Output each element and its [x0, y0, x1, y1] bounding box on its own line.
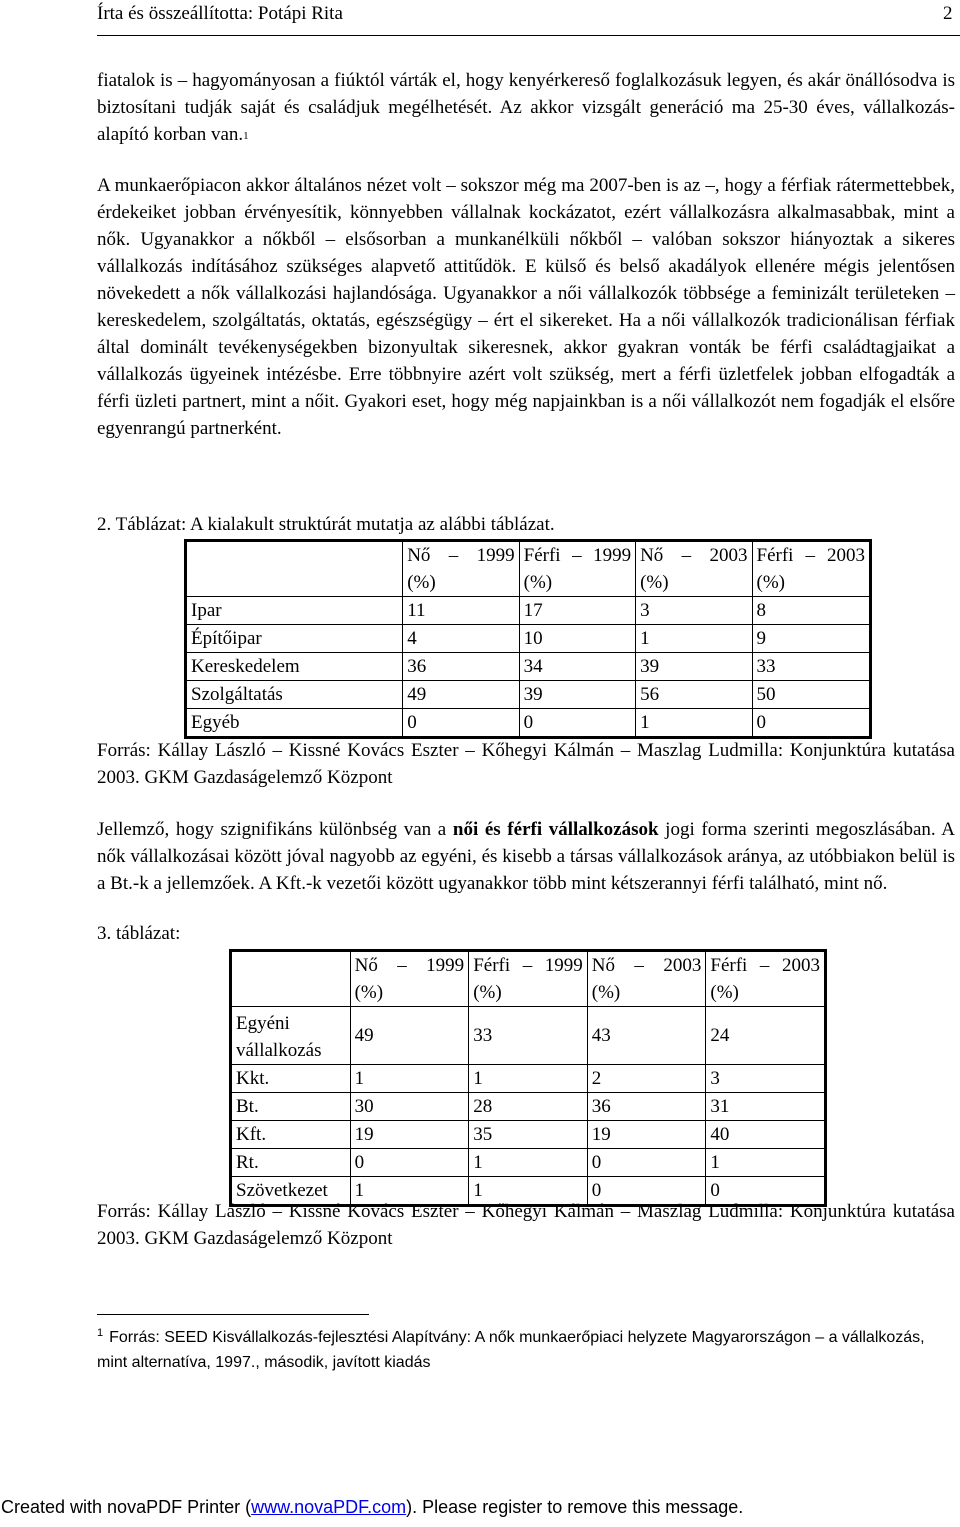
paragraph-3 [97, 816, 955, 897]
table-3 [229, 949, 827, 1207]
novapdf-link[interactable]: www.novaPDF.com [251, 1497, 407, 1517]
table-cell: 34 [519, 653, 635, 681]
table-header-cell: Nő – 1999 (%) [350, 951, 469, 1007]
footnote-reference[interactable]: 1 [243, 130, 249, 142]
paragraph-1 [97, 67, 955, 151]
table-cell: 33 [752, 653, 870, 681]
table-cell: Kereskedelem [186, 653, 403, 681]
table-cell: Szövetkezet [231, 1177, 351, 1206]
table-header-row [186, 541, 871, 597]
paragraph-3-bold: női és férfi vállalkozások [452, 819, 659, 840]
table-cell: 1 [469, 1177, 588, 1206]
header-rule [97, 35, 960, 36]
table-cell: Kft. [231, 1121, 351, 1149]
table-row [231, 1065, 826, 1093]
table-cell: 19 [587, 1121, 706, 1149]
table-cell: 31 [706, 1093, 826, 1121]
table-cell: 49 [350, 1007, 469, 1065]
table-cell: 0 [587, 1149, 706, 1177]
table-row [231, 1093, 826, 1121]
table-2 [184, 539, 872, 739]
table-cell: 17 [519, 597, 635, 625]
table-header-cell: Nő – 2003 (%) [636, 541, 752, 597]
table-row [186, 597, 871, 625]
table-cell: 56 [636, 681, 752, 709]
table-header-cell [231, 951, 351, 1007]
table-cell: 4 [403, 625, 519, 653]
paragraph-1-text: fiatalok is – hagyományosan a fiúktól várták el, hogy kenyérkereső foglalkozásuk legyen, és akár önállósodva is biztosítani tudják saját és családjuk megélhetését. Az akkor vizsgált generáció ma 25-30 éves, vállalkozás-alapító korban van. [97, 70, 955, 145]
table-header-cell [186, 541, 403, 597]
table-cell: 39 [519, 681, 635, 709]
table-cell: 43 [587, 1007, 706, 1065]
table-cell: 33 [469, 1007, 588, 1065]
table-cell: Egyéb [186, 709, 403, 738]
table-cell: Egyéni vállalkozás [231, 1007, 351, 1065]
table-header-cell: Férfi – 1999 (%) [519, 541, 635, 597]
table-cell: 8 [752, 597, 870, 625]
table-cell: 11 [403, 597, 519, 625]
table-cell: 1 [469, 1065, 588, 1093]
table-row [186, 653, 871, 681]
watermark-text-end: ). Please register to remove this message. [406, 1497, 744, 1517]
table-cell: 0 [403, 709, 519, 738]
table-cell: 1 [636, 709, 752, 738]
table3-source: Forrás: Kállay László – Kissné Kovács Eszter – Kőhegyi Kálmán – Maszlag Ludmilla: Konjunktúra kutatása 2003. GKM Gazdaságelemző Központ [97, 1201, 955, 1249]
table-row [231, 1149, 826, 1177]
table-row [186, 709, 871, 738]
table-header-cell: Férfi – 1999 (%) [469, 951, 588, 1007]
table-cell: Építőipar [186, 625, 403, 653]
table-cell: 0 [706, 1177, 826, 1206]
table-cell: 36 [587, 1093, 706, 1121]
table-cell: Kkt. [231, 1065, 351, 1093]
table-cell: 1 [706, 1149, 826, 1177]
table-cell: 10 [519, 625, 635, 653]
table-cell: 3 [636, 597, 752, 625]
table-header-cell: Férfi – 2003 (%) [706, 951, 826, 1007]
table-cell: 24 [706, 1007, 826, 1065]
footnote-number: 1 [97, 1327, 104, 1339]
table3-caption: 3. táblázat: [97, 923, 181, 944]
footnote-text: Forrás: SEED Kisvállalkozás-fejlesztési Alapítvány: A nők munkaerőpiaci helyzete Magyarországon – a vállalkozás, mint alternatíva, 1997., második, javított kiadás [97, 1329, 925, 1371]
table-cell: 1 [469, 1149, 588, 1177]
header-title: Írta és összeállította: Potápi Rita [97, 3, 343, 24]
table2-caption: 2. Táblázat: A kialakult struktúrát mutatja az alábbi táblázat. [97, 514, 555, 535]
watermark-text-start: Created with novaPDF Printer ( [1, 1497, 252, 1517]
table-cell: 2 [587, 1065, 706, 1093]
table-cell: 35 [469, 1121, 588, 1149]
table-header-cell: Nő – 2003 (%) [587, 951, 706, 1007]
table-cell: 0 [752, 709, 870, 738]
table-row [186, 625, 871, 653]
table-cell: 0 [587, 1177, 706, 1206]
table-cell: 1 [636, 625, 752, 653]
page-header [97, 1, 960, 31]
paragraph-3-end: jogi forma szerinti megoszlásában. A nők vállalkozásai között jóval nagyobb az egyéni, és kisebb a társas vállalkozások aránya, az utóbbiakon belül is a Bt.-k a jellemzőek. A Kft.-k vezetői között ugyanakkor több mint kétszerannyi férfi található, mint nő. [97, 819, 955, 894]
page-number: 2 [943, 3, 953, 24]
table-cell: 0 [350, 1149, 469, 1177]
table-row [186, 681, 871, 709]
table-cell: 1 [350, 1177, 469, 1206]
table-cell: Bt. [231, 1093, 351, 1121]
table-cell: Rt. [231, 1149, 351, 1177]
paragraph-2: A munkaerőpiacon akkor általános nézet volt – sokszor még ma 2007-ben is az –, hogy a férfiak rátermettebbek, érdekeiket jobban érvényesítik, könnyebben vállalnak kockázatot, ezért vállalkozásra alkalmasabbak, mint a nők. Ugyanakkor a nőkből – elsősorban a munkanélküli nőkből – valóban sokszor hiányoztak a sikeres vállalkozás indításához szükséges alapvető attitűdök. E külső és belső akadályok ellenére mégis jelentősen növekedett a nők vállalkozási hajlandósága. Ugyanakkor a női vállalkozók többsége a feminizált területeken – kereskedelem, szolgáltatás, oktatás, egészségügy – ért el sikereket. Ha a női vállalkozók tradicionálisan férfiak által dominált tevékenységekben bizonyultak sikeresnek, akkor gyakran vonták be férfi családtagjaikat a vállalkozás ügyeinek intézésbe. Erre többnyire azért volt szükség, mert a férfi üzletfelek jobban elfogadták a férfi üzleti partnert, mint a nőit. Gyakori eset, hogy még napjainkban is a női vállalkozót nem fogadják el elsőre egyenrangú partnerként. [97, 175, 955, 439]
footnote [97, 1326, 957, 1374]
table-cell: 9 [752, 625, 870, 653]
table-cell: 1 [350, 1065, 469, 1093]
table-row [231, 1121, 826, 1149]
paragraph-3-start: Jellemző, hogy szignifikáns különbség van a [97, 819, 453, 840]
table-cell: 39 [636, 653, 752, 681]
novapdf-watermark [0, 1497, 960, 1518]
table-cell: 0 [519, 709, 635, 738]
table-cell: 40 [706, 1121, 826, 1149]
table-header-cell: Nő – 1999 (%) [403, 541, 519, 597]
table2-source: Forrás: Kállay László – Kissné Kovács Eszter – Kőhegyi Kálmán – Maszlag Ludmilla: Konjunktúra kutatása 2003. GKM Gazdaságelemző Központ [97, 740, 955, 788]
table-cell: 19 [350, 1121, 469, 1149]
table-cell: 28 [469, 1093, 588, 1121]
table-cell: 50 [752, 681, 870, 709]
table-header-row [231, 951, 826, 1007]
table-header-cell: Férfi – 2003 (%) [752, 541, 870, 597]
table-cell: 36 [403, 653, 519, 681]
table-cell: Szolgáltatás [186, 681, 403, 709]
table-cell: Ipar [186, 597, 403, 625]
table-cell: 3 [706, 1065, 826, 1093]
table-cell: 30 [350, 1093, 469, 1121]
table-row [231, 1007, 826, 1065]
footnote-separator [97, 1314, 369, 1315]
table-cell: 49 [403, 681, 519, 709]
